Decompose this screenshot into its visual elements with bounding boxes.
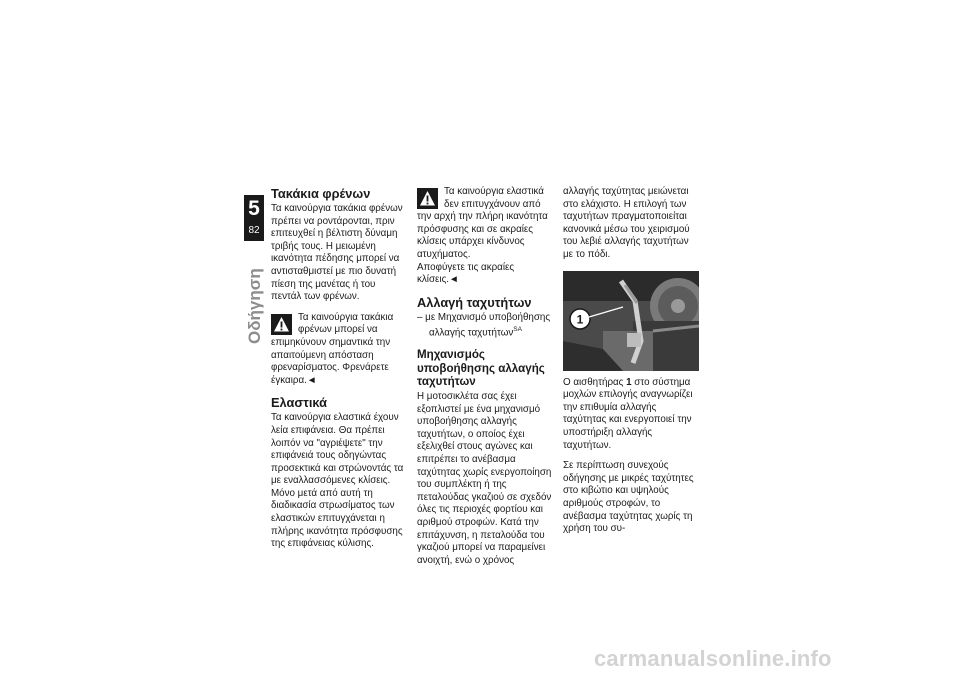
heading-gearshift: Αλλαγή ταχυτήτων [417, 294, 532, 310]
warning-tyres-text: Τα καινούργια ελαστικά δεν επιτυγχάνουν από την αρχή την πλήρη ικανότητα πρόσφυσης και σε ακραίες κλίσεις υπάρχει κίνδυνος ατυχήματος. [417, 186, 548, 260]
brake-pads-text: Τα καινούργια τακάκια φρένων πρέπει να ροντάρονται, πριν επιτευχθεί η βέλτιστη δύναμη τριβής τους. Η μειωμένη ικανότητα πέδησης μπορεί να αντισταθμιστεί με πιο δυνατή πίεση της μανέτας ή του πεντάλ των φρένων. [271, 203, 403, 303]
section-label: Οδήγηση [245, 268, 264, 344]
gearshift-sensor-photo [563, 271, 699, 371]
equipment-item-text: – με Μηχανισμό υποβοήθησης αλλαγής ταχυτήτων [417, 311, 551, 339]
warning-brake-block [271, 312, 407, 388]
watermark: carmanualsonline.info [594, 646, 832, 671]
column-2 [417, 186, 553, 567]
sensor-ref: 1 [626, 376, 632, 388]
sensor-text-b: στο σύστημα μοχλών επιλογής αναγνωρίζει την επιθυμία αλλαγής ταχύτητας και ενεργοποιεί την υποστήριξη αλλαγής ταχυτήτων. [563, 376, 693, 451]
equipment-sup: SA [513, 326, 522, 334]
warning-brake-text: Τα καινούργια τακάκια φρένων μπορεί να επιμηκύνουν σημαντικά την απαιτούμενη απόσταση φρεναρίσματος. Φρενάρετε έγκαιρα.◄ [271, 311, 394, 386]
warning-tyres-text-2: Αποφύγετε τις ακραίες κλίσεις.◄ [417, 261, 515, 286]
warning-triangle-icon [417, 188, 438, 209]
equipment-item [417, 312, 553, 340]
warning-tyres-block [417, 186, 553, 287]
heading-brake-pads: Τακάκια φρένων [271, 186, 371, 201]
low-gear-text: Σε περίπτωση συνεχούς οδήγησης με μικρές ταχύτητες στο κιβώτιο και υψηλούς αριθμούς στροφών, το ανέβασμα ταχύτητας χωρίς τη χρήση του συ- [563, 460, 694, 535]
heading-tyres: Ελαστικά [271, 395, 327, 411]
chapter-number: 5 [248, 197, 260, 220]
warning-triangle-icon [271, 314, 292, 335]
sensor-text-a: Ο αισθητήρας [563, 376, 627, 388]
shift-assist-text: Η μοτοσικλέτα σας έχει εξοπλιστεί με ένα μηχανισμό υποβοήθησης αλλαγής ταχυτήτων, ο οποίος έχει εξελιχθεί στους αγώνες και επιτρέπει το ανέβασμα ταχύτητας χωρίς ενεργοποίηση του συμπλέκτη ή της πεταλούδας γκαζιού σε σχεδόν όλες τις περιοχές φορτίου και αριθμού στροφών. Κατά την επιτάχυνση, η πεταλούδα του γκαζιού μπορεί να παραμείνει ανοιχτή, ενώ ο χρόνος [417, 390, 552, 566]
column-1 [271, 186, 407, 551]
page-number: 82 [248, 225, 260, 236]
tyres-text: Τα καινούργια ελαστικά έχουν λεία επιφάνεια. Θα πρέπει λοιπόν να "αγριέψετε" την επιφάνειά τους οδηγώντας προσεκτικά και στρώνοντάς τα με εναλλασσόμενες κλίσεις. Μόνο μετά από αυτή τη διαδικασία στρωσίματος των ελαστικών επιτυγχάνεται η πλήρης ικανότητα πρόσφυσης της επιφάνειας κύλισης. [271, 412, 404, 550]
sensor-text [563, 377, 699, 453]
shift-text-continued: αλλαγής ταχύτητας μειώνεται στο ελάχιστο. Η επιλογή των ταχυτήτων πραγματοποιείται κανονικά μέσω του χειρισμού του λεβιέ αλλαγής ταχυτήτων με το πόδι. [563, 186, 690, 260]
photo-callout: 1 [576, 312, 584, 327]
column-3 [563, 186, 699, 536]
heading-shift-assist: Μηχανισμός υποβοήθησης αλλαγής ταχυτήτων [417, 348, 545, 389]
